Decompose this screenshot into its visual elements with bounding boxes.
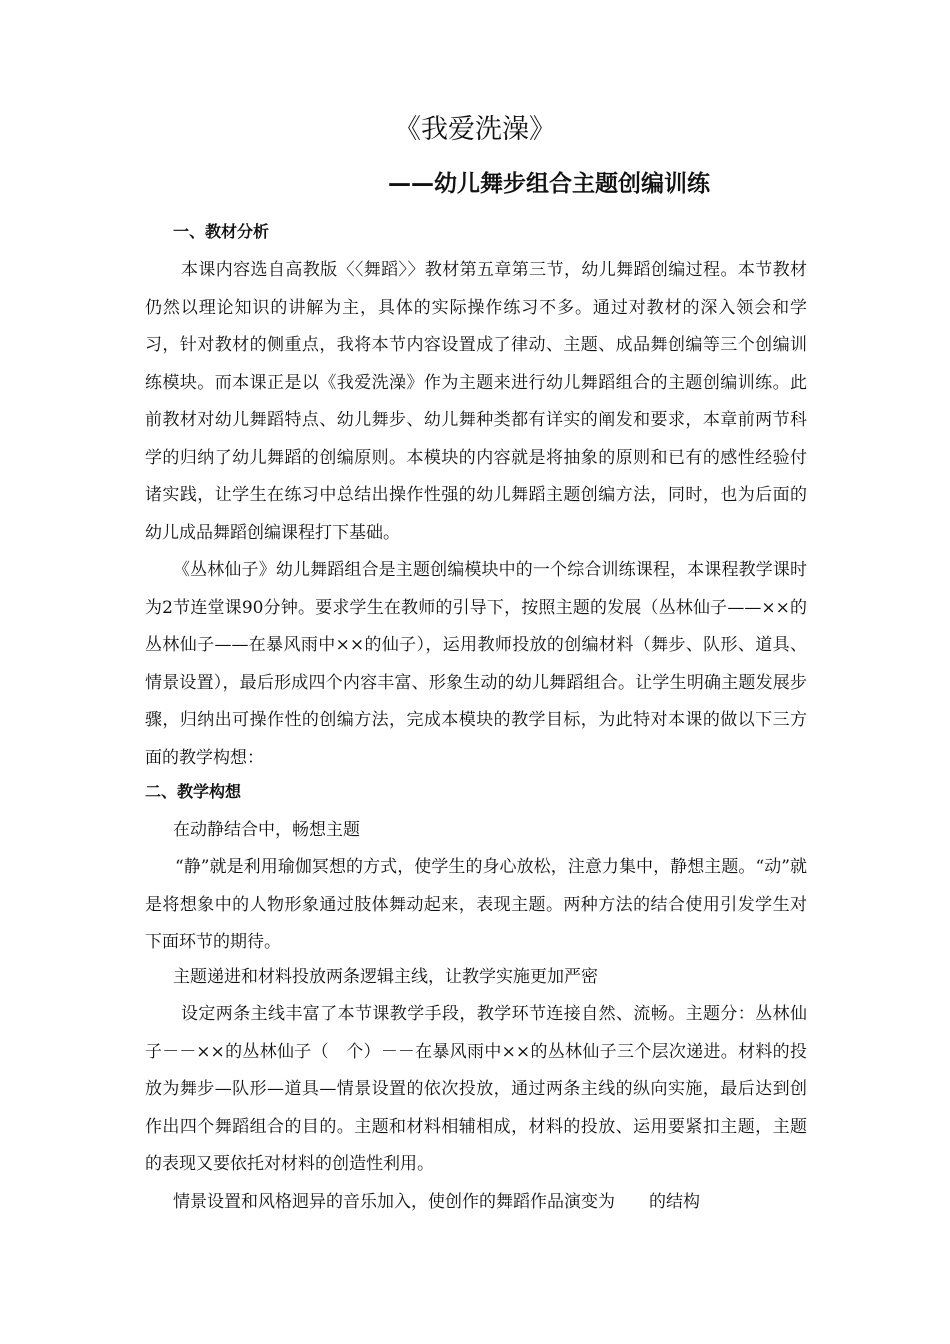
subheading-two-main-lines: 主题递进和材料投放两条逻辑主线，让教学实施更加严密 xyxy=(173,967,598,987)
paragraph-two-main-lines: 设定两条主线丰富了本节课教学手段，教学环节连接自然、流畅。主题分：丛林仙子－－××的丛林仙子（ 个）－－在暴风雨中××的丛林仙子三个层次递进。材料的投放为舞步—队形—道具—情景设置的依次投放，通过两条主线的纵向实施，最后达到创作出四个舞蹈组合的目的。主题和材料相辅相成，材料的投放、运用要紧扣主题，主题的表现又要依托对材料的创造性利用。 xyxy=(145,1004,807,1174)
subheading-music-scene: 情景设置和风格迥异的音乐加入，使创作的舞蹈作品演变为 的结构 xyxy=(173,1192,700,1212)
paragraph-course-overview: 《丛林仙子》幼儿舞蹈组合是主题创编模块中的一个综合训练课程，本课程教学课时为2节连堂课90分钟。要求学生在教师的引导下，按照主题的发展（丛林仙子——××的丛林仙子——在暴风雨中××的仙子），运用教师投放的创编材料（舞步、队形、道具、情景设置），最后形成四个内容丰富、形象生动的幼儿舞蹈组合。让学生明确主题发展步骤，归纳出可操作性的创编方法，完成本模块的教学目标，为此特对本课的做以下三方面的教学构想： xyxy=(145,560,807,768)
document-subtitle: ——幼儿舞步组合主题创编训练 xyxy=(388,171,710,197)
section-heading-textbook-analysis: 一、教材分析 xyxy=(173,222,270,241)
document-title: 《我爱洗澡》 xyxy=(394,114,556,145)
paragraph-dynamic-static: “静”就是利用瑜伽冥想的方式，使学生的身心放松，注意力集中，静想主题。“动”就是将想象中的人物形象通过肢体舞动起来，表现主题。两种方法的结合使用引发学生对下面环节的期待。 xyxy=(145,857,807,952)
subheading-dynamic-static: 在动静结合中，畅想主题 xyxy=(173,820,360,840)
section-heading-teaching-concept: 二、教学构想 xyxy=(145,782,242,801)
paragraph-textbook-analysis: 本课内容选自高教版〈〈舞蹈〉〉教材第五章第三节，幼儿舞蹈创编过程。本节教材仍然以理论知识的讲解为主，具体的实际操作练习不多。通过对教材的深入领会和学习，针对教材的侧重点，我将本节内容设置成了律动、主题、成品舞创编等三个创编训练模块。而本课正是以《我爱洗澡》作为主题来进行幼儿舞蹈组合的主题创编训练。此前教材对幼儿舞蹈特点、幼儿舞步、幼儿舞种类都有详实的阐发和要求，本章前两节科学的归纳了幼儿舞蹈的创编原则。本模块的内容就是将抽象的原则和已有的感性经验付诸实践，让学生在练习中总结出操作性强的幼儿舞蹈主题创编方法，同时，也为后面的幼儿成品舞蹈创编课程打下基础。 xyxy=(145,260,807,543)
